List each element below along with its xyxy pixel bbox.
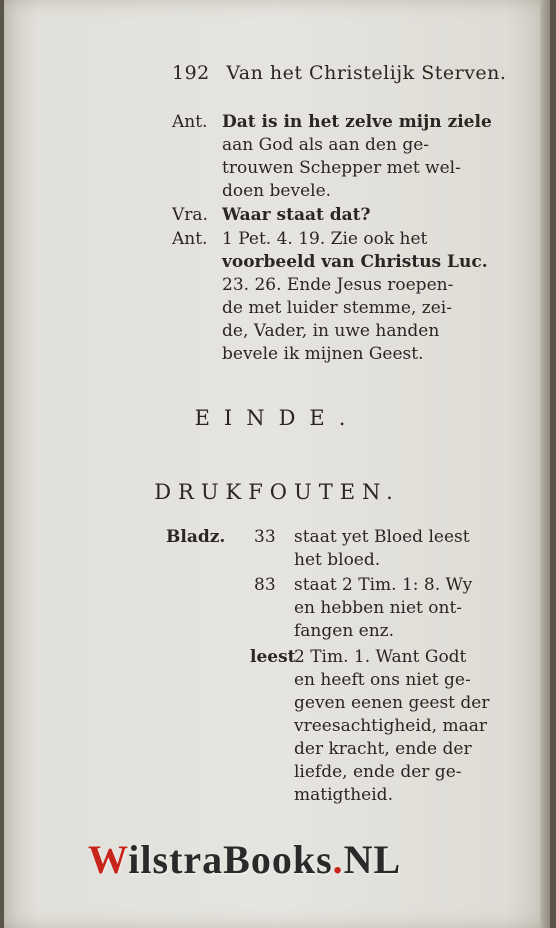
errata-line: en hebben niet ont- [294,598,463,618]
errata-line: 2 Tim. 1. Want Godt [294,647,467,667]
qa-line: de met luider stemme, zei- [222,298,452,318]
book-page [4,0,550,928]
errata-page: 83 [254,575,276,595]
errata-line: der kracht, ende der [294,739,472,759]
errata-line: het bloed. [294,550,381,570]
drukfouten-heading: DRUKFOUTEN. [154,480,400,504]
page-number: 192 [172,62,210,84]
errata-page: 33 [254,527,276,547]
qa-label: Ant. [172,112,208,132]
qa-line: doen bevele. [222,181,332,201]
qa-line: trouwen Schepper met wel- [222,158,461,178]
einde-heading: EINDE. [194,406,360,430]
watermark-logo: WilstraBooks.NL [88,837,402,882]
lees-label: leest [250,647,296,667]
errata-line: geven eenen geest der [294,693,490,713]
errata-line: staat yet Bloed leest [294,527,470,547]
qa-line: 1 Pet. 4. 19. Zie ook het [222,229,428,249]
errata-line: matigtheid. [294,785,393,805]
running-title: Van het Christelijk Sterven. [226,62,507,84]
qa-label: Ant. [172,229,208,249]
errata-entry [294,646,489,807]
errata-entry [294,574,472,643]
errata-entry [294,526,470,572]
bladz-label: Bladz. [166,527,226,547]
qa-line: voorbeeld van Christus Luc. [222,252,488,272]
qa-line: Waar staat dat? [222,205,371,225]
errata-line: en heeft ons niet ge- [294,670,471,690]
errata-line: staat 2 Tim. 1: 8. Wy [294,575,473,595]
qa-label: Vra. [172,205,208,225]
qa-line: Dat is in het zelve mijn ziele [222,112,492,132]
qa-line: 23. 26. Ende Jesus roepen- [222,275,454,295]
errata-line: vreesachtigheid, maar [294,716,487,736]
qa-line: aan God als aan den ge- [222,135,430,155]
errata-line: fangen enz. [294,621,395,641]
qa-line: bevele ik mijnen Geest. [222,344,424,364]
qa-line: de, Vader, in uwe handen [222,321,440,341]
errata-line: liefde, ende der ge- [294,762,462,782]
page-edge [540,0,550,928]
running-header [172,62,506,84]
